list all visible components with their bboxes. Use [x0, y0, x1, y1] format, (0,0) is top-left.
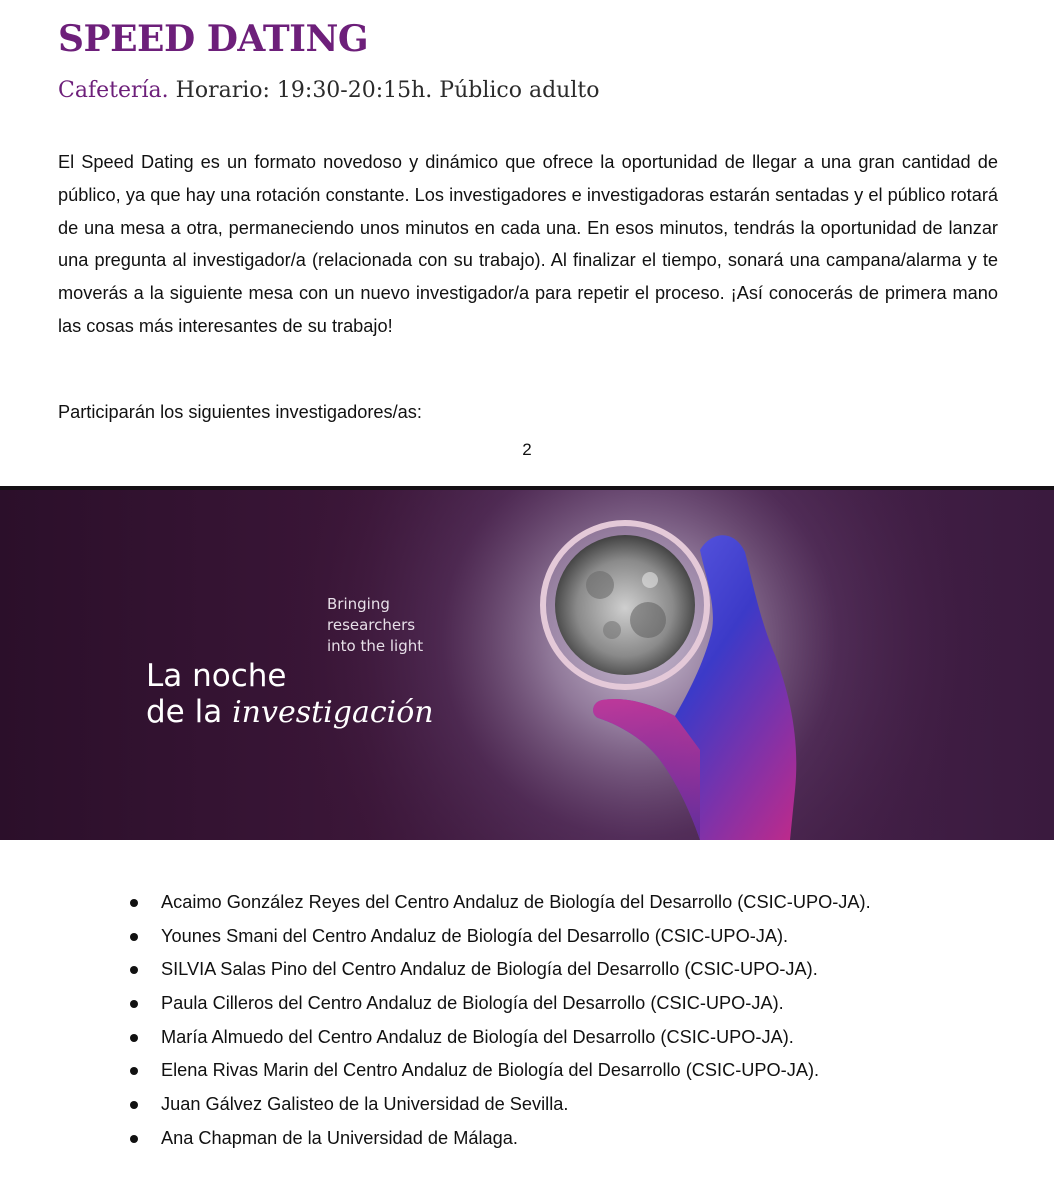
bullet-icon: [130, 1000, 138, 1008]
bullet-icon: [130, 899, 138, 907]
bullet-icon: [130, 1034, 138, 1042]
banner-title-line2-italic: investigación: [232, 695, 434, 730]
bullet-icon: [130, 1135, 138, 1143]
event-banner: [0, 486, 1054, 840]
researchers-list: [128, 886, 871, 1156]
list-item: Younes Smani del Centro Andaluz de Biología del Desarrollo (CSIC-UPO-JA).: [128, 920, 871, 954]
page-title: SPEED DATING: [58, 18, 369, 60]
banner-title: [146, 658, 434, 731]
participants-intro: Participarán los siguientes investigadores/as:: [58, 402, 422, 422]
schedule-label: Horario: 19:30-20:15h. Público adulto: [175, 78, 600, 103]
banner-title-line2-prefix: de la: [146, 694, 233, 730]
list-item: SILVIA Salas Pino del Centro Andaluz de Biología del Desarrollo (CSIC-UPO-JA).: [128, 953, 871, 987]
bullet-icon: [130, 966, 138, 974]
event-subtitle: [58, 78, 599, 103]
bullet-icon: [130, 1067, 138, 1075]
description-paragraph: El Speed Dating es un formato novedoso y dinámico que ofrece la oportunidad de llegar a una gran cantidad de público, ya que hay una rotación constante. Los investigadores e investigadoras estarán sentadas y el público rotará de una mesa a otra, permaneciendo unos minutos en cada una. En esos minutos, tendrás la oportunidad de lanzar una pregunta al investigador/a (relacionada con su trabajo). Al finalizar el tiempo, sonará una campana/alarma y te moverás a la siguiente mesa con un nuevo investigador/a para repetir el proceso. ¡Así conocerás de primera mano las cosas más interesantes de su trabajo!: [58, 152, 998, 336]
list-item: Elena Rivas Marin del Centro Andaluz de Biología del Desarrollo (CSIC-UPO-JA).: [128, 1054, 871, 1088]
page-number: 2: [522, 440, 532, 459]
moon-image: [555, 535, 695, 675]
banner-tagline: Bringing researchers into the light: [327, 595, 424, 655]
banner-title-line1: La noche: [146, 658, 287, 694]
list-item: Paula Cilleros del Centro Andaluz de Biología del Desarrollo (CSIC-UPO-JA).: [128, 987, 871, 1021]
list-item: Acaimo González Reyes del Centro Andaluz de Biología del Desarrollo (CSIC-UPO-JA).: [128, 886, 871, 920]
bullet-icon: [130, 933, 138, 941]
list-item: María Almuedo del Centro Andaluz de Biología del Desarrollo (CSIC-UPO-JA).: [128, 1021, 871, 1055]
list-item: Ana Chapman de la Universidad de Málaga.: [128, 1122, 871, 1156]
venue-label: Cafetería.: [58, 78, 169, 103]
list-item: Juan Gálvez Galisteo de la Universidad de Sevilla.: [128, 1088, 871, 1122]
bullet-icon: [130, 1101, 138, 1109]
